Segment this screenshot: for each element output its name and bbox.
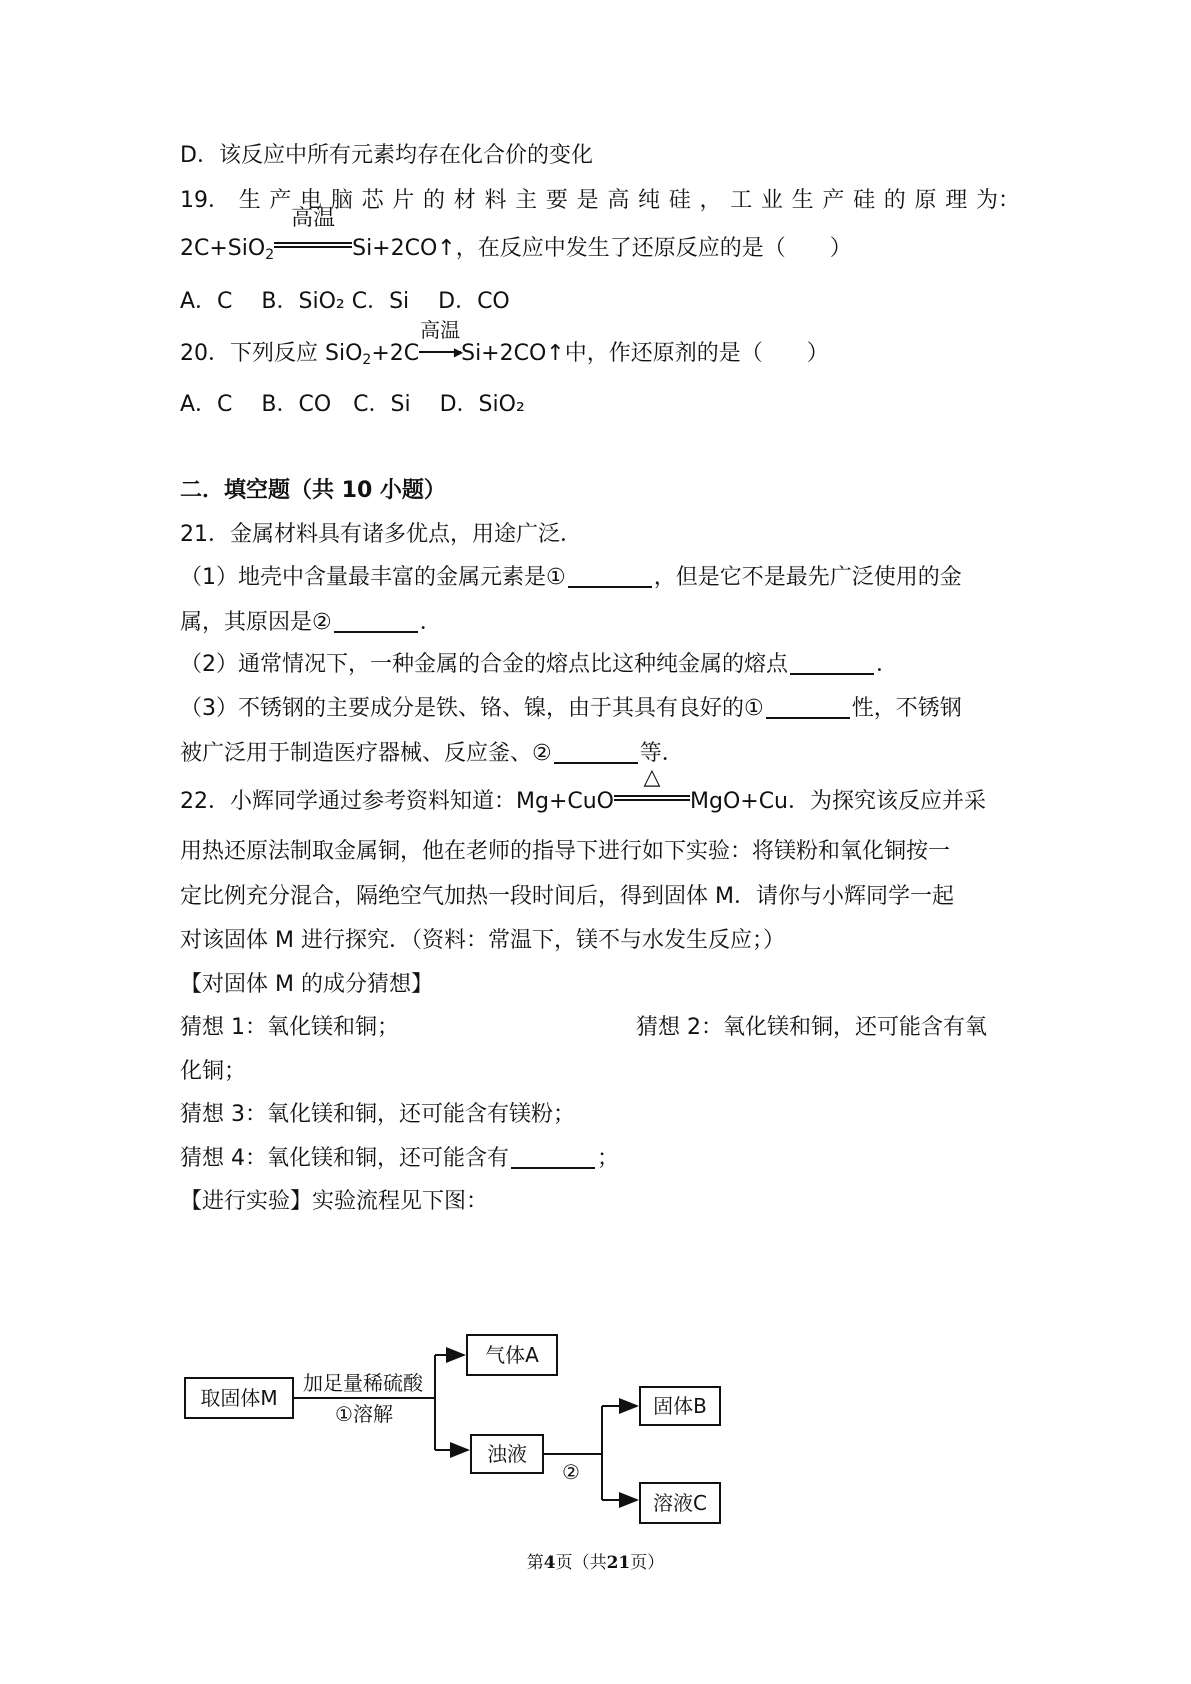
page-footer: 第4页（共21页）	[526, 1553, 665, 1573]
guess-3: 猜想 3：氧化镁和铜，还可能含有镁粉；	[180, 1102, 575, 1127]
q21-part2: （2）通常情况下，一种金属的合金的熔点比这种纯金属的熔点 ．	[180, 652, 899, 677]
q19-stem-char: 硅	[668, 188, 691, 213]
q19-eq-tail: ，在反应中发生了还原反应的是（ ）	[455, 236, 852, 261]
q19-options: A．C B．SiO₂ C．Si D．CO	[180, 289, 510, 314]
q19-stem-char: 材	[453, 188, 476, 213]
flow-gas-label: 气体A	[485, 1343, 539, 1367]
flow-turbid-label: 浊液	[487, 1442, 527, 1466]
q19-stem-char: 硅	[853, 188, 876, 213]
q19-stem-char: 生	[791, 188, 814, 213]
q19-eq-condition: 高温	[274, 234, 352, 264]
q22-heading-guess: 【对固体 M 的成分猜想】	[180, 972, 433, 997]
q19-stem-char: 为：	[975, 188, 1020, 213]
q19-eq-left: 2C+SiO	[180, 236, 266, 261]
q19-stem-char: 主	[515, 188, 538, 213]
q19-stem-char: 产	[822, 188, 845, 213]
q20-prefix: 20．下列反应 SiO	[180, 341, 363, 366]
q21-part3-cont: 被广泛用于制造医疗器械、反应釜、② 等．	[180, 741, 684, 766]
q22-line-1: 22．小辉同学通过参考资料知道：Mg+CuO △ MgO+Cu．为探究该反应并采	[180, 787, 986, 817]
q19-stem-char: 要	[545, 188, 568, 213]
q19-stem-char: 片	[392, 188, 415, 213]
flow-solid-label: 固体B	[653, 1394, 707, 1418]
q19-stem-char: 的	[423, 188, 446, 213]
q19-stem-char: 料	[484, 188, 507, 213]
q22-line-2: 用热还原法制取金属铜，他在老师的指导下进行如下实验：将镁粉和氧化铜按一	[180, 839, 951, 864]
q19-stem-char: ，	[699, 188, 722, 213]
guess-2: 猜想 2：氧化镁和铜，还可能含有氧	[636, 1015, 987, 1040]
q19-stem-char: 脑	[330, 188, 353, 213]
q20-options: A．C B．CO C．Si D．SiO₂	[180, 392, 525, 417]
q19-stem-char: 理	[945, 188, 968, 213]
q18-option-d: D．该反应中所有元素均存在化合价的变化	[180, 143, 593, 168]
q19-stem-char: 的	[883, 188, 906, 213]
q19-stem-char: 原	[914, 188, 937, 213]
q19-stem-char: 纯	[638, 188, 661, 213]
guess-2-cont: 化铜；	[180, 1059, 247, 1084]
flow-step2-label: ②	[562, 1460, 580, 1484]
flow-solution-label: 溶液C	[653, 1491, 707, 1515]
page-number: 4	[543, 1553, 556, 1573]
flow-reagent-label: 加足量稀硫酸	[303, 1371, 423, 1395]
q19-eq-sub: 2	[265, 247, 275, 263]
q19-stem-char: 高	[607, 188, 630, 213]
guess-4: 猜想 4：氧化镁和铜，还可能含有 ；	[180, 1146, 620, 1171]
section-title: 二．填空题（共 10 小题）	[180, 478, 446, 503]
q20-sub: 2	[362, 352, 372, 368]
flow-step1-label: ①溶解	[335, 1402, 393, 1426]
q19-stem-char: 生	[238, 188, 261, 213]
q22-line-3: 定比例充分混合，隔绝空气加热一段时间后，得到固体 M．请你与小辉同学一起	[180, 884, 954, 909]
q20-mid: +2C	[371, 341, 420, 366]
q21-stem: 21．金属材料具有诸多优点，用途广泛．	[180, 522, 582, 547]
q22-line-4: 对该固体 M 进行探究．（资料：常温下，镁不与水发生反应；）	[180, 928, 785, 953]
flow-start-label: 取固体M	[200, 1386, 278, 1410]
q21-part1: （1）地壳中含量最丰富的金属元素是① ，但是它不是最先广泛使用的金	[180, 565, 962, 590]
q21-part3: （3）不锈钢的主要成分是铁、铬、镍，由于其具有良好的① 性，不锈钢	[180, 696, 962, 721]
q19-stem-char: 19．	[180, 188, 230, 213]
q19-stem-char: 是	[576, 188, 599, 213]
q19-stem-char: 工	[730, 188, 753, 213]
q21-part1-cont: 属，其原因是② ．	[180, 610, 442, 635]
q19-stem-char: 芯	[361, 188, 384, 213]
q20-suffix: Si+2CO↑中，作还原剂的是（ ）	[461, 341, 829, 366]
q19-eq-right: Si+2CO↑	[352, 236, 456, 261]
q22-heat-condition: △	[614, 787, 690, 817]
page-total: 21	[606, 1553, 631, 1573]
q19-stem-char: 电	[300, 188, 323, 213]
q19-stem-char: 业	[760, 188, 783, 213]
q20-condition-arrow: 高温 ▶	[420, 318, 464, 359]
q19-stem-char: 产	[269, 188, 292, 213]
q22-heading-experiment: 【进行实验】实验流程见下图：	[180, 1189, 489, 1214]
guess-1: 猜想 1：氧化镁和铜；	[180, 1015, 399, 1040]
